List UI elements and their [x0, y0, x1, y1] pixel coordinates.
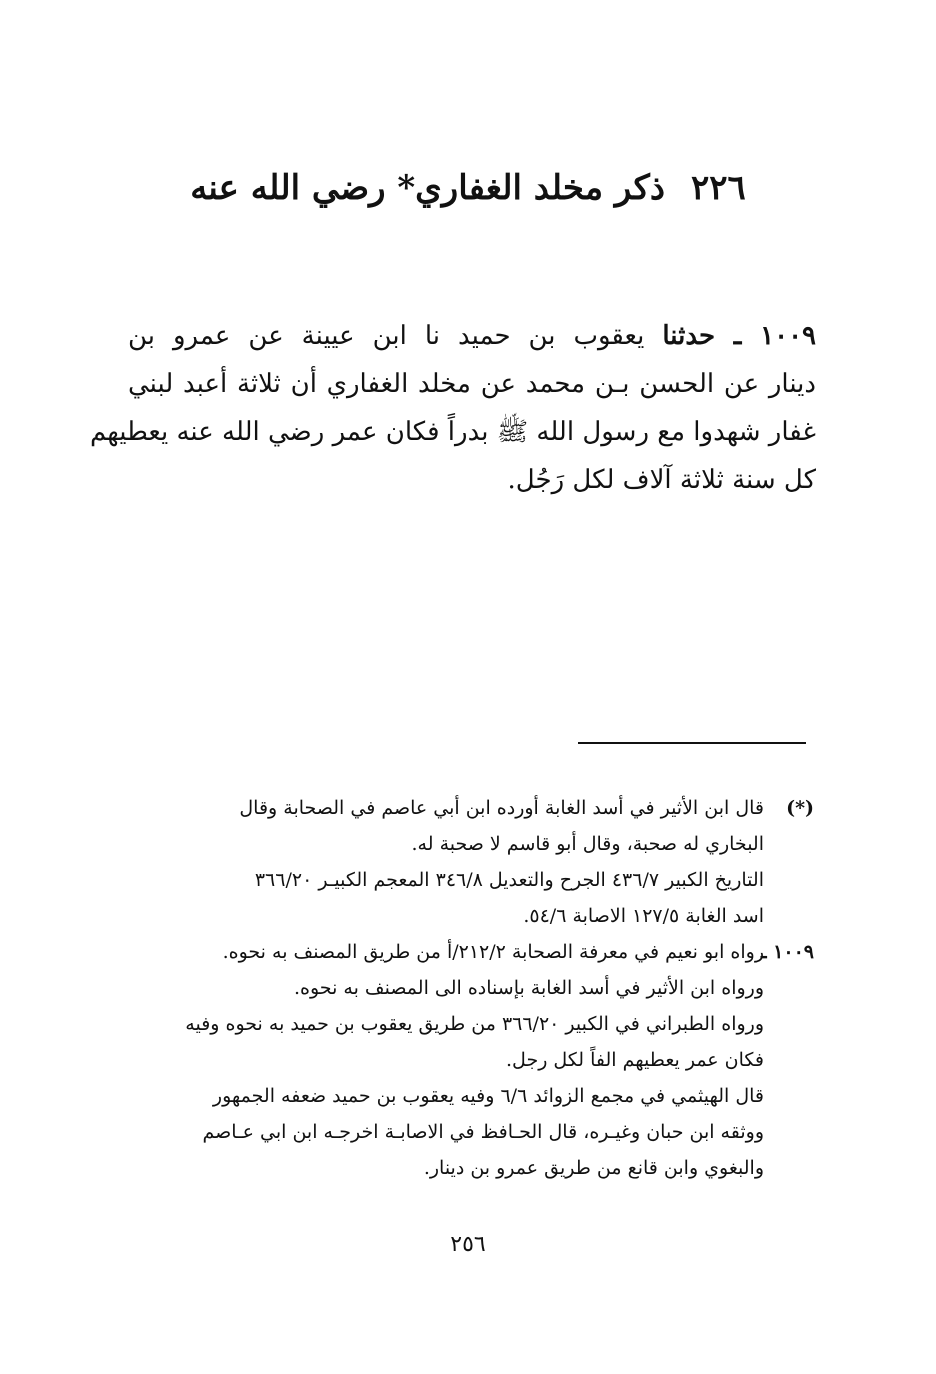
footnote-line: التاريخ الكبير ٤٣٦/٧ الجرح والتعديل ٣٤٦/٨ المعجم الكبيـر ٣٦٦/٢٠ [254, 869, 764, 891]
hadith-line-3: غفار شهدوا مع رسول الله ﷺ بدراً فكان عمر رضي الله عنه يعطيهم [89, 417, 816, 447]
footnote-line: ورواه ابن الأثير في أسد الغابة بإسناده الى المصنف به نحوه. [294, 977, 764, 999]
footnote-line: فكان عمر يعطيهم الفاً لكل رجل. [506, 1049, 764, 1071]
footnote-line: قال ابن الأثير في أسد الغابة أورده ابن أبي عاصم في الصحابة وقال [239, 797, 764, 819]
hadith-line-4: كل سنة ثلاثة آلاف لكل رَجُل. [507, 465, 816, 495]
footnotes [124, 790, 814, 1186]
footnote-line: اسد الغابة ١٢٧/٥ الاصابة ٥٤/٦. [523, 905, 764, 927]
footnote-1009 [124, 934, 814, 1186]
footnote-line: والبغوي وابن قانع من طريق عمرو بن دينار. [423, 1157, 764, 1179]
footnote-separator [578, 742, 806, 744]
hadith-line-2: دينار عن الحسن بـن محمد عن مخلد الغفاري أن ثلاثة أعبد لبني [128, 369, 816, 399]
chapter-number: ٢٢٦ [691, 168, 746, 208]
footnote-asterisk [124, 790, 814, 934]
footnote-line: قال الهيثمي في مجمع الزوائد ٦/٦ وفيه يعقوب بن حميد ضعفه الجمهور [212, 1085, 764, 1107]
footnote-line: ووثقه ابن حبان وغيـره، قال الحـافظ في الاصابـة اخرجـه ابن ابي عـاصم [202, 1121, 764, 1143]
footnote-line: رواه ابو نعيم في معرفة الصحابة ٢١٢/٢/أ من طريق المصنف به نحوه. [222, 941, 764, 963]
footnote-line: البخاري له صحبة، وقال أبو قاسم لا صحبة له. [411, 833, 764, 855]
footnote-marker: (*) [786, 797, 814, 819]
hadith-line-1: ١٠٠٩ ـ حدثنا يعقوب بن حميد نا ابن عيينة عن عمرو بن [128, 321, 817, 351]
hadith-lead: ١٠٠٩ ـ حدثنا [662, 321, 817, 351]
page-number: ٢٥٦ [450, 1232, 486, 1257]
chapter-title: ذكر مخلد الغفاري* رضي الله عنه [190, 168, 665, 208]
footnote-marker: ١٠٠٩ ـ [760, 941, 814, 963]
hadith-text [89, 312, 817, 504]
chapter-heading [160, 160, 776, 216]
footnote-line: ورواه الطبراني في الكبير ٣٦٦/٢٠ من طريق يعقوب بن حميد به نحوه وفيه [185, 1013, 764, 1035]
